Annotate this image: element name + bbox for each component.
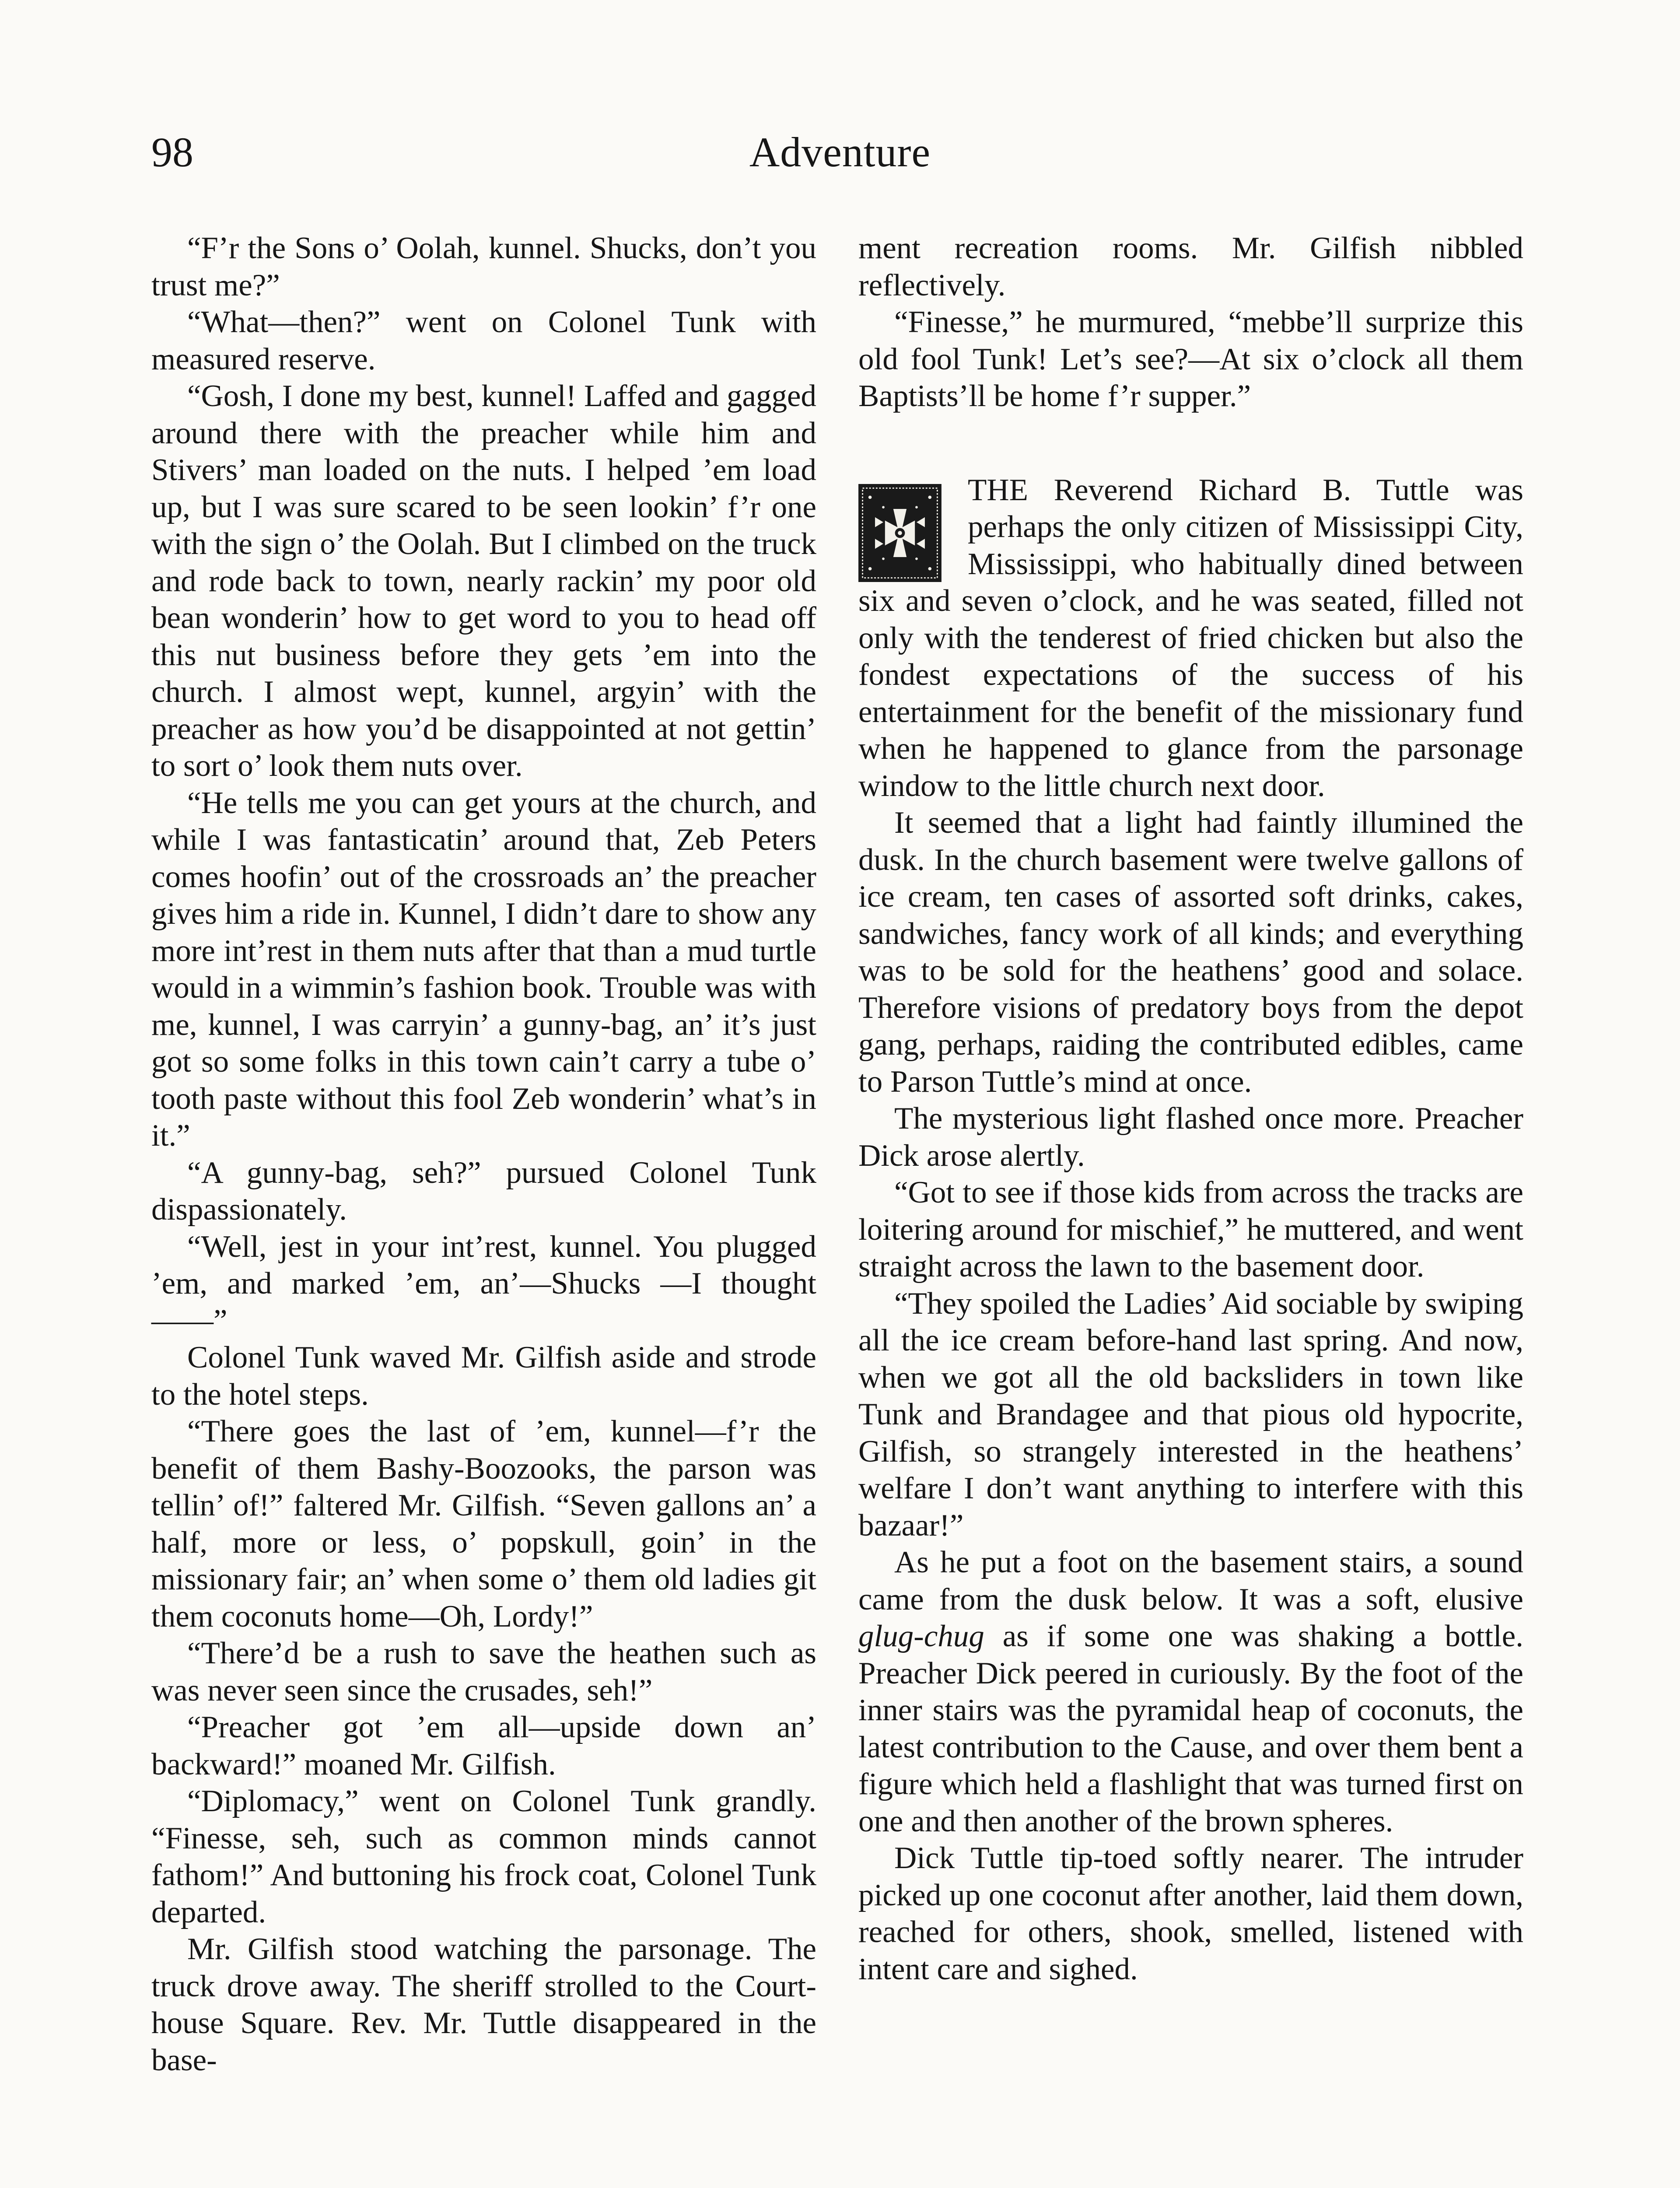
paragraph: “They spoiled the Ladies’ Aid sociable by swiping all the ice cream before-hand last spring. And now, when we got all the old backsliders in town like Tunk and Brandagee and that pious old hypocrite, Gilfish, so strangely interested in the heathens’ welfare I don’t want anything to interfere with this bazaar!” [858,1286,1523,1543]
paragraph: Colonel Tunk waved Mr. Gilfish aside and strode to the hotel steps. [151,1340,816,1412]
paragraph: “Gosh, I done my best, kunnel! Laffed and gagged around there with the preacher while him and Stivers’ man loaded on the nuts. I helped ’em load up, but I was sure scared to be seen lookin’ f’r one with the sign o’ the Oolah. But I climbed on the truck and rode back to town, nearly rackin’ my poor old bean wonderin’ how to get word to you to head off this nut business before they gets ’em into the church. I almost wept, kunnel, argyin’ with the preacher as how you’d be disappointed at not gettin’ to sort o’ look them nuts over. [151,379,816,783]
paragraph: “Finesse,” he murmured, “mebbe’ll surprize this old fool Tunk! Let’s see?—At six o’clock all them Baptists’ll be home f’r supper.” [858,305,1523,413]
text-run: As he put a foot on the basement stairs, a sound came from the dusk below. It was a soft, elusive [858,1545,1523,1616]
paragraph: “Diplomacy,” went on Colonel Tunk grandly. “Finesse, seh, such as common minds cannot fathom!” And buttoning his frock coat, Colonel Tunk departed. [151,1784,816,1929]
text-run: as if some one was shaking a bottle. Preacher Dick peered in curiously. By the foot of the inner stairs was the pyramidal heap of coconuts, the latest contribution to the Cause, and over them bent a figure which held a flashlight that was turned first on one and then another of the brown spheres. [858,1619,1523,1838]
paragraph: It seemed that a light had faintly illumined the dusk. In the church basement were twelve gallons of ice cream, ten cases of assorted soft drinks, cakes, sandwiches, fancy work of all kinds; and everything was to be sold for the heathens’ good and solace. Therefore visions of predatory boys from the depot gang, perhaps, raiding the contributed edibles, came to Parson Tuttle’s mind at once. [858,806,1523,1099]
right-column [858,230,1523,1988]
paragraph: “Well, jest in your int’rest, kunnel. You plugged ’em, and marked ’em, an’—Shucks —I thought——” [151,1229,816,1338]
running-head: Adventure [749,129,931,175]
paragraph [858,1544,1523,1840]
paragraph: “Got to see if those kids from across the tracks are loitering around for mischief,” he muttered, and went straight across the lawn to the basement door. [858,1175,1523,1283]
page-number: 98 [151,129,193,175]
paragraph: THE Reverend Richard B. Tuttle was perhaps the only citizen of Mississippi City, Mississippi, who habitually dined between six and seven o’clock, and he was seated, filled not only with the tenderest of fried chicken but also the fondest expectations of the success of his entertainment for the benefit of the missionary fund when he happened to glance from the parsonage window to the little church next door. [858,473,1523,803]
italic-sound-word: glug-chug [858,1619,984,1653]
paragraph-continuation: ment recreation rooms. Mr. Gilfish nibbled reflectively. [858,231,1523,302]
left-column [151,230,816,2079]
paragraph: “What—then?” went on Colonel Tunk with measured reserve. [151,305,816,376]
paragraph: The mysterious light flashed once more. Preacher Dick arose alertly. [858,1101,1523,1173]
paragraph: “F’r the Sons o’ Oolah, kunnel. Shucks, don’t you trust me?” [151,231,816,302]
paragraph: “A gunny-bag, seh?” pursued Colonel Tunk dispassionately. [151,1155,816,1227]
paragraph: “He tells me you can get yours at the church, and while I was fantasticatin’ around that, Zeb Peters comes hoofin’ out of the crossroads an’ the preacher gives him a ride in. Kunnel, I didn’t dare to show any more int’rest in them nuts after that than a mud turtle would in a wimmin’s fashion book. Trouble was with me, kunnel, I was carryin’ a gunny-bag, an’ it’s just got so some folks in this town cain’t carry a tube o’ tooth paste without this fool Zeb wonderin’ what’s in it.” [151,785,816,1153]
paragraph: “There’d be a rush to save the heathen such as was never seen since the crusades, seh!” [151,1636,816,1708]
paragraph: “Preacher got ’em all—upside down an’ backward!” moaned Mr. Gilfish. [151,1710,816,1781]
paragraph: Mr. Gilfish stood watching the parsonage. The truck drove away. The sheriff strolled to the Court-house Square. Rev. Mr. Tuttle disappeared in the base- [151,1932,816,2077]
paragraph: “There goes the last of ’em, kunnel—f’r the benefit of them Bashy-Boozooks, the parson was tellin’ of!” faltered Mr. Gilfish. “Seven gallons an’ a half, more or less, o’ popskull, goin’ in the missionary fair; an’ when some o’ them old ladies git them coconuts home—Oh, Lordy!” [151,1414,816,1634]
section-opening [858,472,1523,805]
maltese-cross-ornament-icon [858,484,942,582]
paragraph: Dick Tuttle tip-toed softly nearer. The intruder picked up one coconut after another, laid them down, reached for others, shook, smelled, listened with intent care and sighed. [858,1841,1523,1986]
